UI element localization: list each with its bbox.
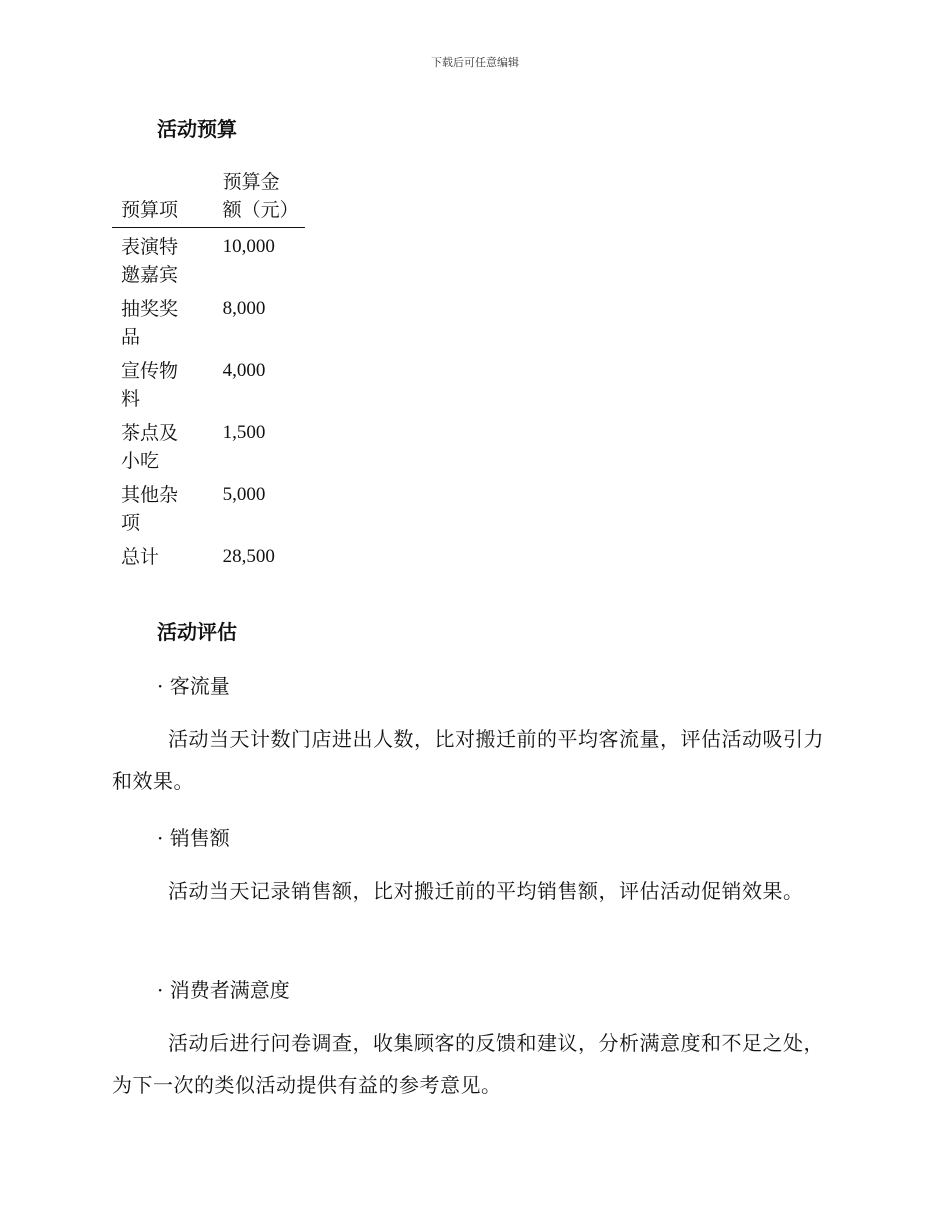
budget-amount-cell: 28,500 bbox=[222, 546, 275, 567]
paragraph-sales: 活动当天记录销售额，比对搬迁前的平均销售额，评估活动促销效果。 bbox=[168, 879, 804, 903]
column-header-amount: 预算金额（元） bbox=[216, 168, 305, 228]
budget-item-cell: 宣传物料 bbox=[121, 360, 179, 410]
evaluation-heading: 活动评估 bbox=[157, 620, 237, 644]
budget-table bbox=[112, 168, 305, 573]
budget-amount-cell: 5,000 bbox=[222, 484, 266, 505]
table-row bbox=[112, 228, 305, 292]
budget-item-cell: 茶点及小吃 bbox=[121, 422, 179, 472]
budget-amount-cell: 8,000 bbox=[222, 298, 266, 319]
budget-item-cell: 其他杂项 bbox=[121, 484, 179, 534]
budget-item-cell: 总计 bbox=[121, 546, 160, 568]
budget-amount-cell: 1,500 bbox=[222, 422, 266, 443]
table-row bbox=[112, 353, 305, 415]
bullet-customer-flow: · 客流量 bbox=[157, 674, 230, 698]
table-header-row bbox=[112, 168, 305, 228]
paragraph-satisfaction: 活动后进行问卷调查，收集顾客的反馈和建议，分析满意度和不足之处，为下一次的类似活动提供有益的参考意见。 bbox=[112, 1031, 824, 1097]
table-row bbox=[112, 291, 305, 353]
table-row bbox=[112, 477, 305, 539]
column-header-item: 预算项 bbox=[112, 168, 216, 228]
budget-item-cell: 表演特邀嘉宾 bbox=[121, 236, 179, 286]
paragraph-customer-flow: 活动当天计数门店进出人数，比对搬迁前的平均客流量，评估活动吸引力和效果。 bbox=[112, 727, 824, 793]
budget-heading: 活动预算 bbox=[157, 117, 237, 141]
bullet-satisfaction: · 消费者满意度 bbox=[157, 978, 290, 1002]
budget-amount-cell: 10,000 bbox=[222, 236, 275, 257]
table-row-total bbox=[112, 539, 305, 573]
table-row bbox=[112, 415, 305, 477]
bullet-sales: · 销售额 bbox=[157, 826, 230, 850]
page-header-note: 下载后可任意编辑 bbox=[431, 56, 519, 69]
budget-item-cell: 抽奖奖品 bbox=[121, 298, 179, 348]
budget-amount-cell: 4,000 bbox=[222, 360, 266, 381]
